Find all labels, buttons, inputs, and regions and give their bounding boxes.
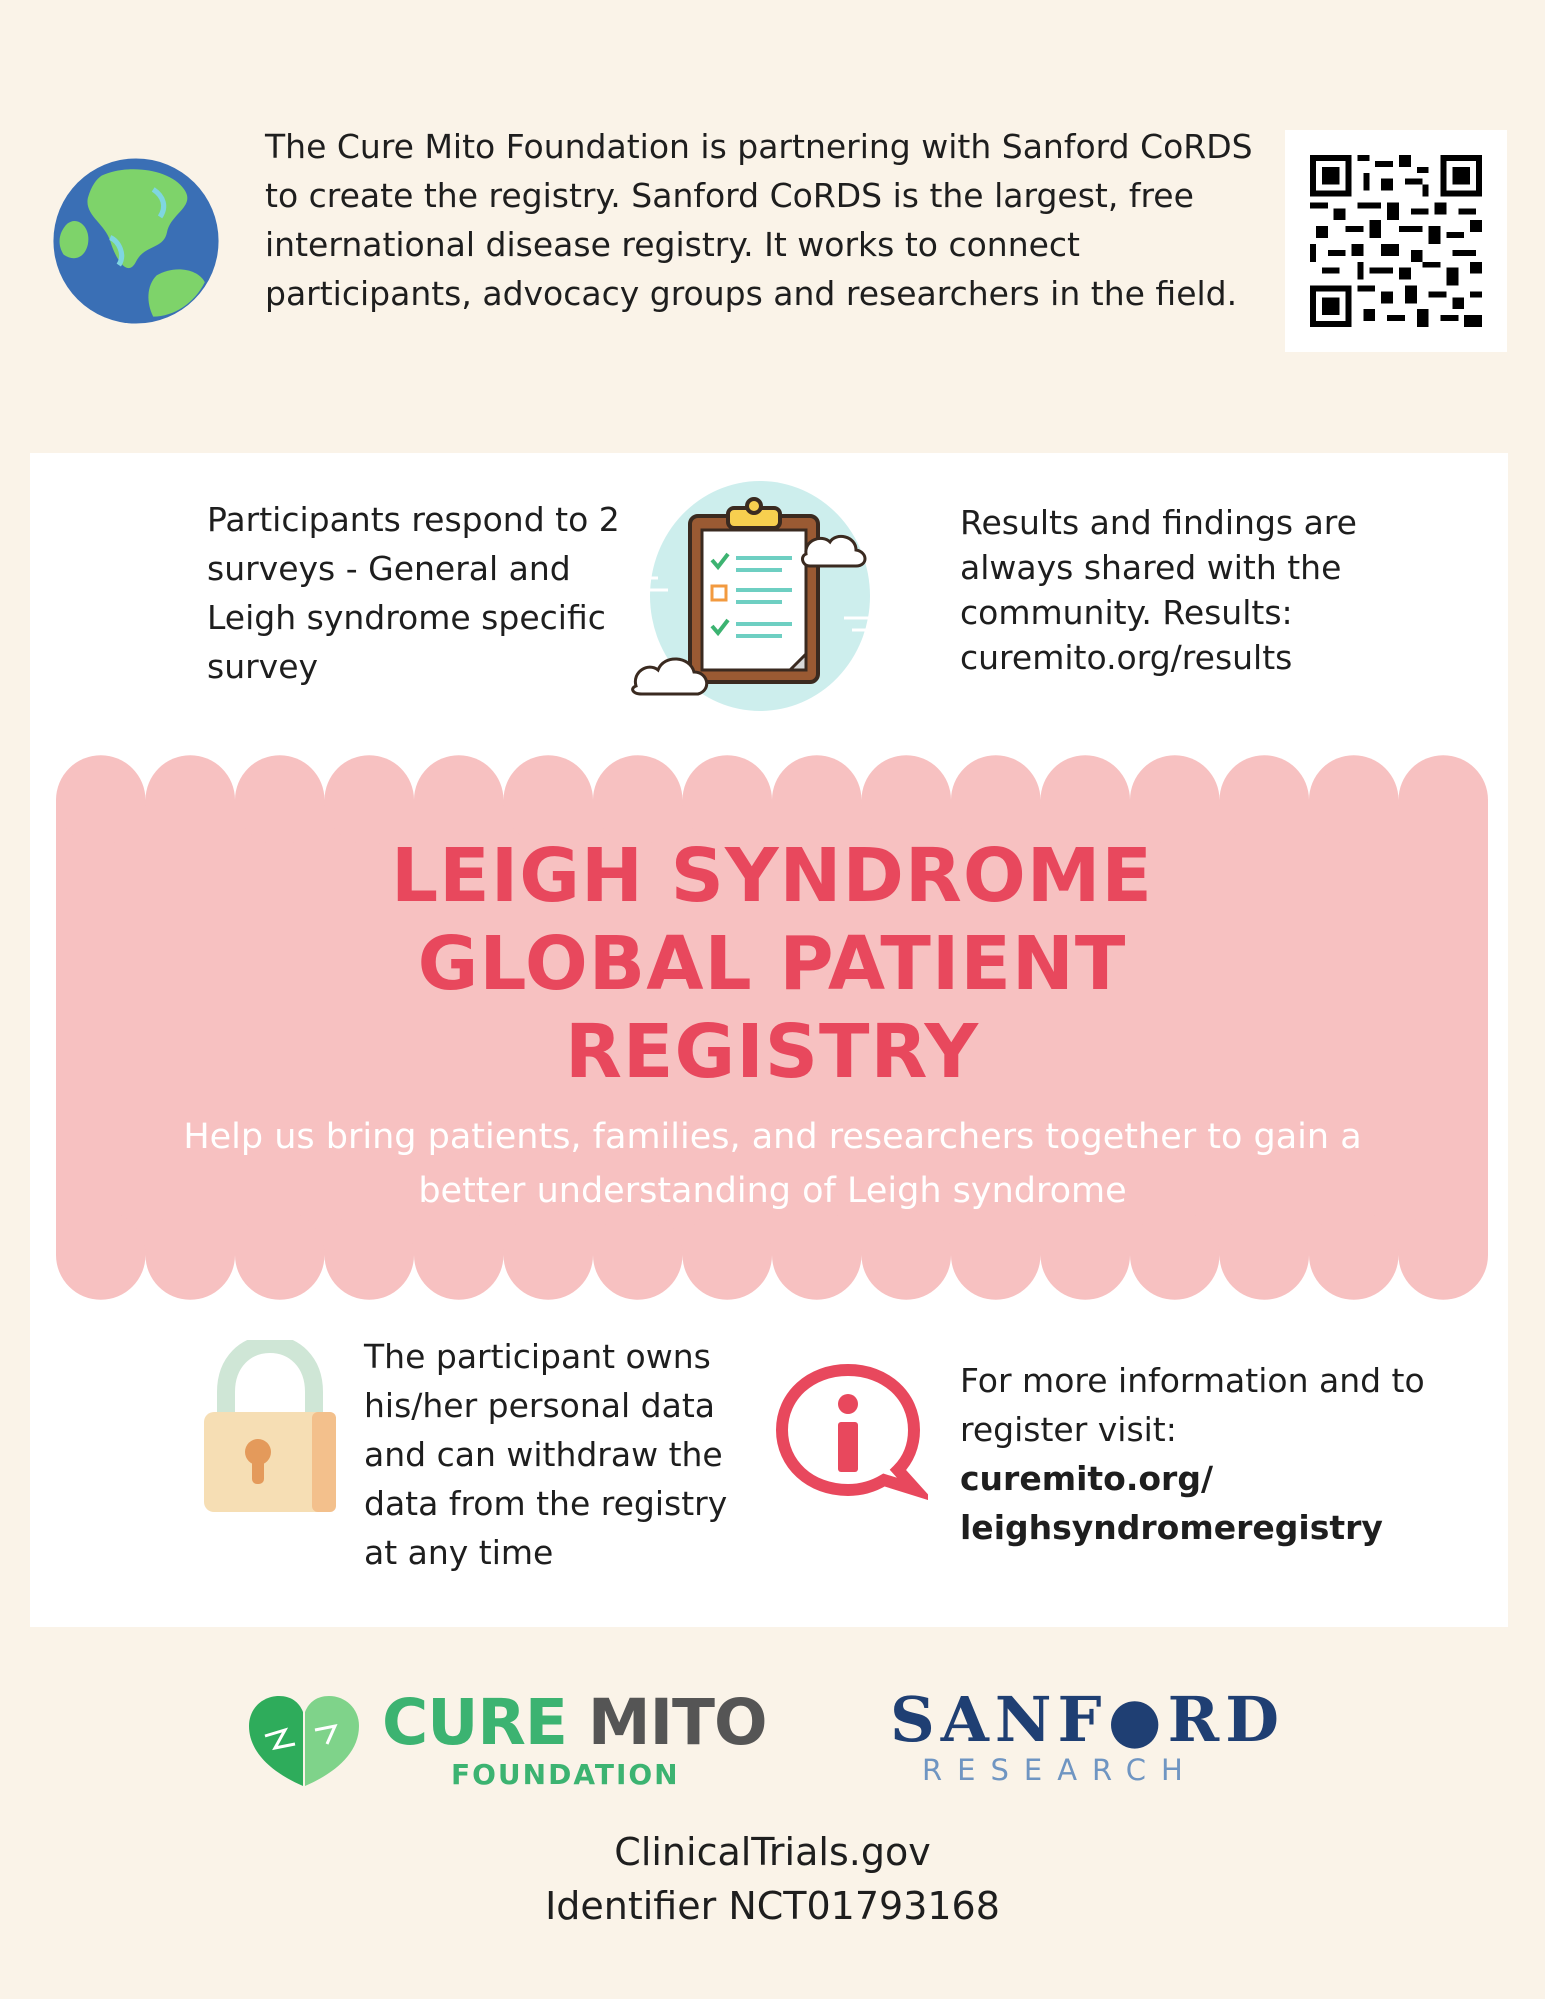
heart-icon	[245, 1690, 363, 1790]
results-description: Results and findings are always shared with the community. Results: curemito.org/results	[960, 503, 1357, 677]
banner-subtitle: Help us bring patients, families, and researchers together to gain a better understanding of Leigh syndrome	[183, 1117, 1362, 1211]
cure-mito-logo	[245, 1686, 767, 1791]
mito-word: MITO	[587, 1686, 767, 1759]
clinical-trials-site: ClinicalTrials.gov	[614, 1830, 931, 1874]
clipboard-icon	[612, 468, 902, 718]
banner-title-line: LEIGH SYNDROME	[391, 833, 1153, 919]
banner-title-line: GLOBAL PATIENT	[417, 921, 1127, 1007]
info-icon	[768, 1360, 928, 1500]
banner-title	[56, 832, 1488, 1096]
more-info	[960, 1356, 1480, 1552]
lock-icon	[200, 1340, 340, 1515]
registry-link[interactable]: curemito.org/ leighsyndromeregistry	[960, 1459, 1383, 1547]
intro-paragraph: The Cure Mito Foundation is partnering with Sanford CoRDS to create the registry. Sanford CoRDS is the largest, free international disease registry. It works to connect participants, advocacy groups and researchers in the field.	[265, 127, 1253, 313]
surveys-description: Participants respond to 2 surveys - General and Leigh syndrome specific survey	[207, 500, 620, 686]
cure-mito-wordmark	[382, 1686, 767, 1759]
more-info-text: For more information and to register visit:	[960, 1361, 1425, 1449]
clinical-trials-info	[0, 1825, 1545, 1933]
data-ownership-description: The participant owns his/her personal data and can withdraw the data from the registry at any time	[364, 1337, 728, 1572]
qr-code[interactable]	[1285, 130, 1507, 352]
research-wordmark: RESEARCH	[922, 1753, 1198, 1787]
foundation-word: FOUNDATION	[451, 1758, 680, 1791]
clinical-trials-identifier: Identifier NCT01793168	[545, 1884, 1000, 1928]
globe-icon	[50, 155, 222, 327]
banner-title-line: REGISTRY	[564, 1009, 980, 1095]
sanford-research-logo	[890, 1683, 1290, 1793]
sanford-wordmark: SANF●RD	[890, 1683, 1285, 1756]
qr-code-icon	[1310, 155, 1482, 327]
cure-word: CURE	[382, 1686, 567, 1759]
